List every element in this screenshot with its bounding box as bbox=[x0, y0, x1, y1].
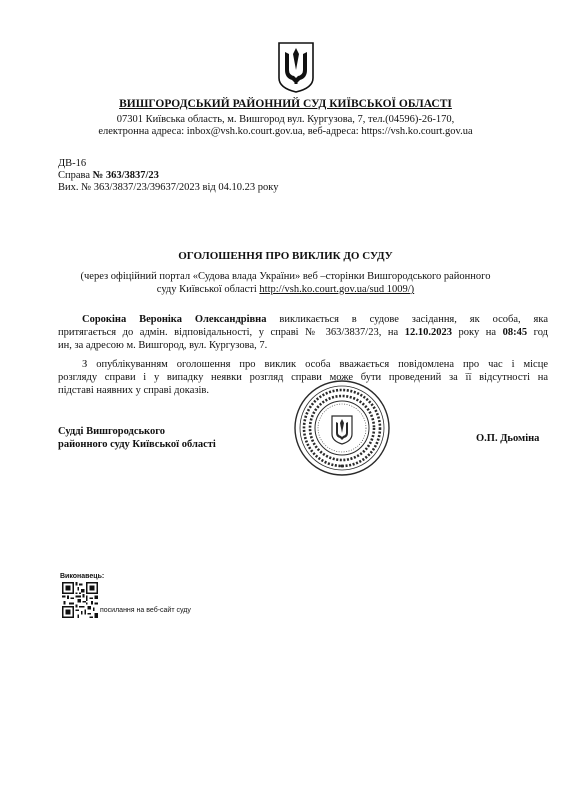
consequences-line-3: підставі наявних у справі доказів. bbox=[58, 385, 210, 396]
summons-text: притягається до адмін. відповідальності, у справі № 363/3837/23, на bbox=[58, 327, 405, 338]
notice-title: ОГОЛОШЕННЯ ПРО ВИКЛИК ДО СУДУ bbox=[178, 250, 393, 262]
summons-text: год bbox=[527, 327, 548, 338]
executor-label: Виконавець: bbox=[60, 573, 105, 580]
summons-line-2 bbox=[58, 326, 548, 339]
consequences-line-2: розгляду справи і у випадку неявки розгляд справи може бути проведений за її відсутності на bbox=[58, 372, 548, 383]
judge-name: О.П. Дьоміна bbox=[476, 433, 540, 444]
case-prefix: Справа bbox=[58, 170, 93, 181]
court-address: 07301 Київська область, м. Вишгород вул. Кургузова, 7, тел.(04596)-26-170, bbox=[116, 114, 455, 125]
summons-paragraph bbox=[58, 313, 548, 352]
judge-title: Судді Вишгородського bbox=[58, 426, 165, 437]
person-name: Сорокіна Вероніка Олександрівна bbox=[82, 314, 267, 325]
case-number-value: № 363/3837/23 bbox=[92, 170, 159, 181]
trident-coat-of-arms-icon bbox=[276, 40, 316, 94]
notice-subtitle: (через офіційний портал «Судова влада України» веб –сторінки Вишгородського районного bbox=[80, 271, 491, 282]
summons-text: викликається в судове засідання, як особа, яка bbox=[266, 314, 548, 325]
court-name: ВИШГОРОДСЬКИЙ РАЙОННИЙ СУД КИЇВСЬКОЇ ОБЛАСТІ bbox=[119, 98, 452, 110]
outgoing-number: Вих. № 363/3837/23/39637/2023 від 04.10.23 року bbox=[58, 182, 279, 193]
summons-line-3: ин, за адресою м. Вишгород, вул. Кургузова, 7. bbox=[58, 340, 268, 351]
notice-subtitle-2 bbox=[0, 283, 571, 296]
consequences-line-1: З опублікуванням оголошення про виклик особа вважається повідомлена про час і місце bbox=[82, 359, 548, 370]
qr-caption: посилання на веб-сайт суду bbox=[100, 607, 191, 614]
hearing-time: 08:45 bbox=[502, 327, 528, 338]
official-court-seal-icon bbox=[292, 378, 392, 478]
form-code: ДВ-16 bbox=[58, 158, 87, 169]
summons-text: року на bbox=[451, 327, 503, 338]
court-site-link[interactable]: http://vsh.ko.court.gov.ua/sud 1009/) bbox=[259, 284, 415, 295]
judge-title-2: районного суду Київської області bbox=[58, 439, 216, 450]
qr-code-icon[interactable] bbox=[62, 582, 98, 618]
hearing-date: 12.10.2023 bbox=[404, 327, 452, 338]
subtitle-prefix: суду Київської області bbox=[156, 284, 260, 295]
summons-line-1 bbox=[58, 313, 548, 326]
court-contacts: електронна адреса: inbox@vsh.ko.court.gov.ua, веб-адреса: https://vsh.ko.court.gov.ua bbox=[98, 126, 473, 137]
